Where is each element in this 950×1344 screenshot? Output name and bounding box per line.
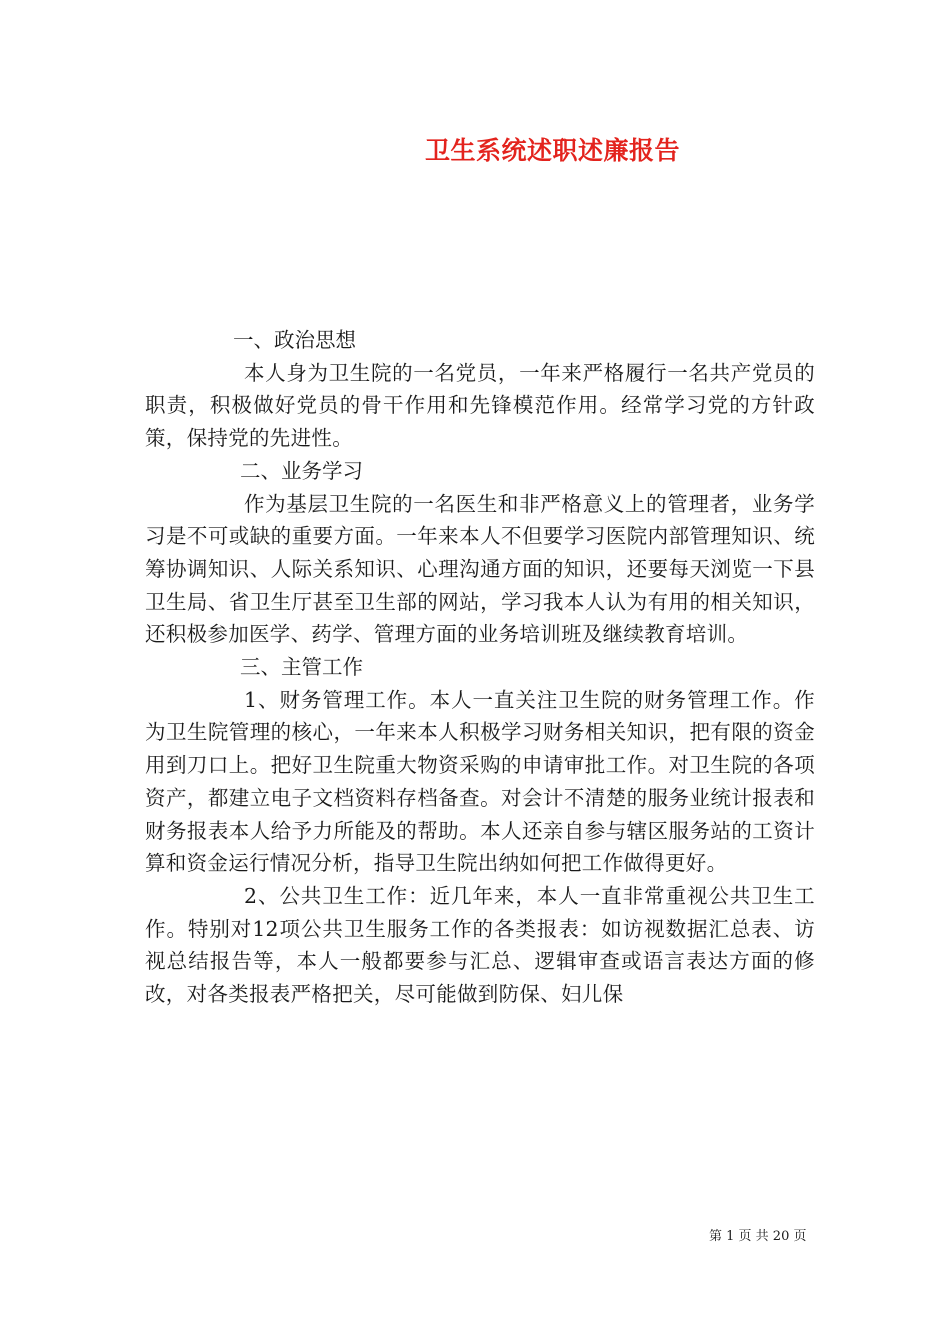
document-body — [145, 324, 815, 1011]
section-heading-politics: 一、政治思想 — [233, 328, 356, 352]
paragraph-finance: 1、财务管理工作。本人一直关注卫生院的财务管理工作。作为卫生院管理的核心，一年来本人积极学习财务相关知识，把有限的资金用到刀口上。把好卫生院重大物资采购的申请审批工作。对卫生院的各项资产，都建立电子文档资料存档备查。对会计不清楚的服务业统计报表和财务报表本人给予力所能及的帮助。本人还亲自参与辖区服务站的工资计算和资金运行情况分析，指导卫生院出纳如何把工作做得更好。 — [145, 687, 815, 876]
section-heading-study: 二、业务学习 — [240, 458, 363, 483]
section-heading-work: 三、主管工作 — [240, 655, 363, 680]
paragraph-study: 作为基层卫生院的一名医生和非严格意义上的管理者，业务学习是不可或缺的重要方面。一年来本人不但要学习医院内部管理知识、统筹协调知识、人际关系知识、心理沟通方面的知识，还要每天浏览一下县卫生局、省卫生厅甚至卫生部的网站，学习我本人认为有用的相关知识，还积极参加医学、药学、管理方面的业务培训班及继续教育培训。 — [145, 491, 815, 647]
document-title: 卫生系统述职述廉报告 — [424, 136, 680, 165]
paragraph-politics: 本人身为卫生院的一名党员，一年来严格履行一名共产党员的职责，积极做好党员的骨干作用和先锋模范作用。经常学习党的方针政策，保持党的先进性。 — [145, 360, 815, 451]
paragraph-public-health: 2、公共卫生工作：近几年来，本人一直非常重视公共卫生工作。特别对12项公共卫生服务工作的各类报表：如访视数据汇总表、访视总结报告等，本人一般都要参与汇总、逻辑审查或语言表达方面的修改，对各类报表严格把关，尽可能做到防保、妇儿保 — [145, 883, 815, 1007]
page-footer: 第 1 页 共 20 页 — [709, 1229, 807, 1244]
